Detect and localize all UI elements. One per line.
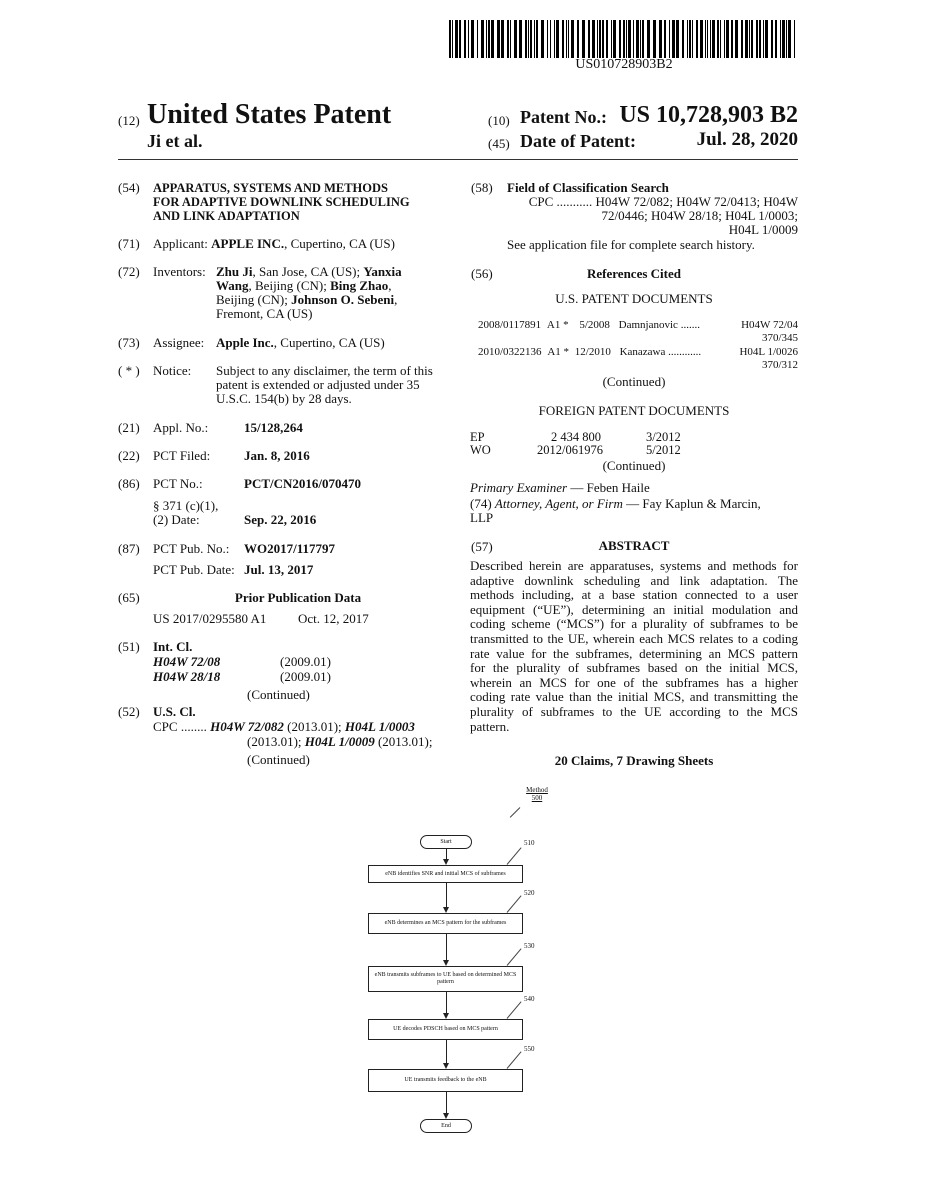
notice-line: patent is extended or adjusted under 35	[216, 377, 420, 392]
ref-kind: A1 *	[547, 346, 570, 358]
barcode-bar	[636, 20, 639, 58]
foreign-ref-date: 5/2012	[646, 443, 681, 457]
assignee-location: , Cupertino, CA (US)	[273, 335, 385, 350]
field-51-code: (51)	[118, 639, 140, 654]
us-refs-continued: (Continued)	[602, 374, 666, 389]
step-leader	[507, 1051, 522, 1068]
inventor-name: Johnson O. Sebeni	[291, 292, 395, 307]
barcode-bar	[707, 20, 708, 58]
ref-subclass: 370/312	[761, 359, 798, 371]
applicant-name: APPLE INC.	[211, 236, 285, 251]
foreign-ref-country: EP	[470, 430, 485, 444]
abstract-line: adaptive downlink scheduling and link adaptation. The	[470, 572, 798, 588]
barcode-bar	[501, 20, 504, 58]
field-54-code: (54)	[118, 180, 140, 195]
barcode-bar	[741, 20, 743, 58]
barcode-bar	[519, 20, 522, 58]
barcode-bar	[689, 20, 691, 58]
step-number: 530	[524, 942, 535, 950]
barcode-bar	[640, 20, 641, 58]
flow-step-550: UE transmits feedback to the eNB	[368, 1069, 523, 1092]
pct-pub-date-value: Jul. 13, 2017	[244, 562, 314, 577]
inventors-line	[216, 265, 446, 279]
step-leader	[507, 895, 522, 912]
barcode-bar	[525, 20, 527, 58]
barcode-bar	[611, 20, 612, 58]
invention-title	[153, 181, 443, 223]
barcode-bar	[471, 20, 474, 58]
ref-name: Damnjanovic	[618, 319, 678, 331]
barcode-bar	[599, 20, 601, 58]
applicant-label: Applicant:	[153, 236, 208, 251]
us-cl-date: (2013.01);	[247, 734, 305, 749]
us-cl-cpc-line2	[247, 735, 433, 749]
us-cl-class: H04L 1/0003	[344, 719, 415, 734]
barcode-bar	[582, 20, 585, 58]
barcode-bar	[724, 20, 725, 58]
barcode-bar	[749, 20, 750, 58]
ref-subclass: 370/345	[761, 332, 798, 344]
barcode-bar	[794, 20, 795, 58]
us-cl-cpc-label: CPC ........	[153, 719, 207, 734]
field-of-search-heading: Field of Classification Search	[507, 180, 669, 195]
us-cl-class: H04L 1/0009	[304, 734, 375, 749]
patent-authors: Ji et al.	[147, 131, 203, 151]
barcode-bar	[547, 20, 548, 58]
claims-sheets: 20 Claims, 7 Drawing Sheets	[554, 753, 714, 768]
invention-title-line: FOR ADAPTIVE DOWNLINK SCHEDULING	[153, 195, 410, 209]
barcode-bar	[682, 20, 684, 58]
abstract-text	[470, 559, 798, 734]
barcode-bar	[571, 20, 574, 58]
field-72-code: (72)	[118, 264, 140, 279]
barcode-bar	[597, 20, 598, 58]
barcode-bar	[507, 20, 509, 58]
barcode-bar	[726, 20, 729, 58]
figure-label-method: Method	[526, 786, 548, 794]
foreign-ref-number: 2012/061976	[537, 443, 603, 457]
appl-no-value: 15/128,264	[244, 420, 303, 435]
barcode-bar	[562, 20, 564, 58]
barcode-bar	[528, 20, 529, 58]
barcode-bar	[481, 20, 484, 58]
ref-class: H04W 72/04	[741, 319, 798, 331]
field-86-code: (86)	[118, 476, 140, 491]
barcode-bar	[514, 20, 517, 58]
step-number: 550	[524, 1045, 535, 1053]
barcode-bar	[577, 20, 579, 58]
kind-code-10: (10)	[488, 113, 510, 128]
field-of-search-cpc: 72/0446; H04W 28/18; H04L 1/0003;	[601, 208, 798, 223]
barcode-bar	[765, 20, 768, 58]
barcode-bar	[568, 20, 569, 58]
barcode-bar	[696, 20, 698, 58]
barcode-bar	[751, 20, 753, 58]
ref-date: 12/2010	[574, 346, 611, 358]
barcode-bar	[606, 20, 608, 58]
field-58-code: (58)	[471, 180, 493, 195]
barcode-bar	[780, 20, 781, 58]
us-reference-row	[478, 319, 798, 332]
inventors-line	[216, 279, 446, 293]
attorney-code: (74)	[470, 496, 495, 511]
abstract-line: plurality of subframes to the UE according to the MCS	[470, 703, 798, 719]
applicant-location: , Cupertino, CA (US)	[284, 236, 395, 251]
step-number: 520	[524, 889, 535, 897]
barcode-bar	[700, 20, 703, 58]
int-cl-version: (2009.01)	[280, 669, 331, 684]
barcode-bar	[771, 20, 773, 58]
barcode-bar	[613, 20, 616, 58]
foreign-ref-country: WO	[470, 443, 491, 457]
abstract-line: coding rate value than the initial MCS, and transmitting the	[470, 689, 798, 705]
barcode-bar	[550, 20, 551, 58]
us-cl-cpc	[153, 720, 453, 734]
barcode-bar	[745, 20, 748, 58]
barcode-bar	[468, 20, 469, 58]
notice-code: ( * )	[118, 363, 140, 378]
primary-examiner-label: Primary Examiner	[470, 480, 568, 495]
field-57-code: (57)	[471, 539, 493, 554]
step-number: 540	[524, 995, 535, 1003]
flow-step-530: eNB transmits subframes to UE based on determined MCS pattern	[368, 966, 523, 992]
barcode-bar	[763, 20, 764, 58]
int-cl-heading: Int. Cl.	[153, 639, 193, 654]
barcode-bar	[459, 20, 461, 58]
barcode-number: US010728903B2	[575, 57, 673, 72]
barcode-bar	[510, 20, 511, 58]
abstract-line: transmitted to the UE, wherein each MCS relates to a coding	[470, 630, 798, 646]
barcode-bar	[756, 20, 758, 58]
abstract-line: methods including, at a base station connected to a user	[470, 587, 798, 603]
barcode-bar	[626, 20, 627, 58]
prior-pub-number: US 2017/0295580 A1	[153, 611, 267, 626]
inventors-line	[216, 293, 446, 307]
inventor-location: ,	[394, 292, 398, 307]
flow-step-540: UE decodes PDSCH based on MCS pattern	[368, 1019, 523, 1040]
figure-label	[522, 786, 552, 802]
field-22-code: (22)	[118, 448, 140, 463]
int-cl-class: H04W 28/18	[153, 669, 221, 684]
abstract-line: Described herein are apparatuses, systems and methods for	[470, 558, 798, 573]
abstract-line: pattern.	[470, 718, 510, 734]
inventor-location: , Beijing (CN);	[248, 278, 331, 293]
invention-title-line: AND LINK ADAPTATION	[153, 209, 300, 223]
barcode-bar	[669, 20, 670, 58]
kind-code-12: (12)	[118, 113, 140, 128]
ref-class: H04L 1/0026	[739, 346, 798, 358]
appl-no-label: Appl. No.:	[153, 420, 209, 435]
pct-pub-date-label: PCT Pub. Date:	[153, 562, 235, 577]
flow-step-510: eNB identifies SNR and initial MCS of subframes	[368, 865, 523, 883]
step-leader	[507, 948, 522, 965]
barcode-bar	[775, 20, 777, 58]
pct-no-label: PCT No.:	[153, 476, 203, 491]
barcode-bar	[788, 20, 791, 58]
barcode-bar	[556, 20, 559, 58]
us-cl-continued: (Continued)	[247, 752, 310, 767]
barcode-bar	[497, 20, 500, 58]
barcode-bar	[659, 20, 662, 58]
foreign-ref-date: 3/2012	[646, 430, 681, 444]
barcode-bar	[554, 20, 555, 58]
inventors-label: Inventors:	[153, 264, 206, 279]
barcode-bar	[731, 20, 733, 58]
barcode-bar	[530, 20, 532, 58]
foreign-ref-number: 2 434 800	[551, 430, 601, 444]
primary-examiner	[470, 481, 650, 495]
ref-date: 5/2008	[579, 319, 610, 331]
search-history-note: See application file for complete search history.	[507, 237, 755, 252]
references-heading: References Cited	[587, 266, 681, 281]
us-cl-date: (2013.01);	[283, 719, 345, 734]
field-65-code: (65)	[118, 590, 140, 605]
us-cl-heading: U.S. Cl.	[153, 704, 196, 719]
inventors-line	[216, 307, 446, 321]
invention-title-line: APPARATUS, SYSTEMS AND METHODS	[153, 181, 388, 195]
barcode-bar	[786, 20, 787, 58]
int-cl-version: (2009.01)	[280, 654, 331, 669]
inventor-location: ,	[388, 278, 392, 293]
barcode-bar	[717, 20, 719, 58]
assignee-name: Apple Inc.	[216, 335, 274, 350]
barcode-bar	[705, 20, 706, 58]
barcode-bar	[566, 20, 567, 58]
date-of-patent: Jul. 28, 2020	[696, 129, 798, 150]
barcode-bar	[628, 20, 631, 58]
ref-number: 2008/0117891	[478, 319, 542, 331]
barcode-bar	[486, 20, 487, 58]
step-number: 510	[524, 839, 535, 847]
barcode-bar	[664, 20, 666, 58]
barcode-bar	[592, 20, 595, 58]
section-371-date-label: (2) Date:	[153, 512, 200, 527]
inventors-list	[216, 265, 446, 321]
barcode-bar	[633, 20, 634, 58]
date-of-patent-label: Date of Patent:	[520, 131, 636, 151]
abstract-line: rate value for the subframes, determining an MCS pattern	[470, 645, 798, 661]
inventor-name: Yanxia	[363, 264, 402, 279]
field-52-code: (52)	[118, 704, 140, 719]
ref-name: Kanazawa	[619, 346, 666, 358]
barcode-bar	[712, 20, 715, 58]
notice-line: Subject to any disclaimer, the term of this	[216, 363, 433, 378]
barcode-bar	[735, 20, 738, 58]
abstract-heading: ABSTRACT	[598, 538, 670, 553]
barcode-bar	[759, 20, 761, 58]
kind-code-45: (45)	[488, 136, 510, 151]
flow-step-520: eNB determines an MCS pattern for the subframes	[368, 913, 523, 934]
barcode-bar	[491, 20, 494, 58]
us-reference-row	[478, 346, 798, 359]
primary-examiner-name: — Feben Haile	[567, 480, 650, 495]
barcode-bar	[647, 20, 650, 58]
step-leader	[507, 1001, 522, 1018]
barcode-bar	[602, 20, 604, 58]
pct-filed-label: PCT Filed:	[153, 448, 211, 463]
inventor-location: , San Jose, CA (US);	[252, 264, 364, 279]
barcode-bar	[536, 20, 538, 58]
attorney	[470, 497, 761, 511]
field-of-search-cpc: H04L 1/0009	[728, 222, 798, 237]
inventor-location: Beijing (CN);	[216, 292, 292, 307]
flow-end-terminal: End	[420, 1119, 472, 1133]
int-cl-continued: (Continued)	[247, 687, 310, 702]
barcode-bar	[653, 20, 656, 58]
abstract-line: wherein an MCS for one of the subframes has a higher	[470, 674, 798, 690]
ref-number: 2010/0322136	[478, 346, 542, 358]
abstract-line: equipment (“UE”), determining an initial modulation and	[470, 601, 798, 617]
barcode-bar	[541, 20, 544, 58]
barcode-bar	[672, 20, 675, 58]
barcode-bar	[710, 20, 711, 58]
barcode-bar	[619, 20, 621, 58]
patent-no-label: Patent No.:	[520, 107, 607, 127]
assignee	[153, 336, 443, 350]
foreign-docs-heading: FOREIGN PATENT DOCUMENTS	[538, 403, 730, 418]
header-rule	[118, 159, 798, 160]
ref-dots: .......	[680, 319, 700, 331]
inventor-name: Zhu Ji	[216, 264, 253, 279]
attorney-name: — Fay Kaplun & Marcin,	[622, 496, 761, 511]
barcode-bar	[720, 20, 721, 58]
barcode-bar	[449, 20, 451, 58]
pct-filed-value: Jan. 8, 2016	[244, 448, 310, 463]
barcode-bar	[676, 20, 679, 58]
barcode-bar	[623, 20, 625, 58]
inventor-name: Bing Zhao	[330, 278, 389, 293]
inventor-location: Fremont, CA (US)	[216, 306, 313, 321]
field-73-code: (73)	[118, 335, 140, 350]
prior-pub-heading: Prior Publication Data	[234, 590, 362, 605]
notice-text	[216, 364, 446, 406]
notice-label: Notice:	[153, 363, 192, 378]
us-cl-date: (2013.01);	[374, 734, 433, 749]
foreign-refs-continued: (Continued)	[602, 458, 666, 473]
barcode-bar	[687, 20, 688, 58]
inventor-name: Wang	[216, 278, 249, 293]
barcode-bar	[488, 20, 490, 58]
us-cl-class: H04W 72/082	[210, 719, 284, 734]
flow-start-terminal: Start	[420, 835, 472, 849]
assignee-label: Assignee:	[153, 335, 205, 350]
pct-no-value: PCT/CN2016/070470	[244, 476, 361, 491]
barcode-bar	[464, 20, 466, 58]
patent-number: US 10,728,903 B2	[619, 102, 798, 128]
barcode-bar	[692, 20, 693, 58]
step-leader	[507, 847, 522, 864]
abstract-line: for the plurality of subframes based on the initial MCS,	[470, 660, 798, 676]
patent-type-title: United States Patent	[147, 99, 392, 130]
field-21-code: (21)	[118, 420, 140, 435]
barcode-bar	[588, 20, 590, 58]
figure-label-leader	[510, 807, 521, 818]
barcode-bar	[455, 20, 458, 58]
abstract-line: coding scheme (“MCS”) for a plurality of subframes to be	[470, 616, 798, 632]
int-cl-class: H04W 72/08	[153, 654, 221, 669]
prior-pub-date: Oct. 12, 2017	[298, 611, 369, 626]
barcode-bar	[534, 20, 535, 58]
barcode-bar	[642, 20, 644, 58]
barcode-bar	[782, 20, 785, 58]
attorney-name-line2: LLP	[470, 510, 494, 525]
barcode-bar	[477, 20, 478, 58]
field-56-code: (56)	[471, 266, 493, 281]
section-371-date: Sep. 22, 2016	[244, 512, 317, 527]
field-of-search-cpc: CPC ........... H04W 72/082; H04W 72/0413; H04W	[528, 194, 798, 209]
ref-kind: A1 *	[546, 319, 569, 331]
barcode-bar	[452, 20, 453, 58]
field-71-code: (71)	[118, 236, 140, 251]
field-87-code: (87)	[118, 541, 140, 556]
us-patent-docs-heading: U.S. PATENT DOCUMENTS	[555, 291, 713, 306]
pct-pub-no-label: PCT Pub. No.:	[153, 541, 230, 556]
ref-dots: ............	[668, 346, 702, 358]
attorney-label: Attorney, Agent, or Firm	[494, 496, 623, 511]
section-371-label: § 371 (c)(1),	[153, 498, 219, 513]
notice-line: U.S.C. 154(b) by 28 days.	[216, 391, 352, 406]
figure-label-number: 500	[531, 794, 543, 802]
applicant	[153, 237, 443, 251]
pct-pub-no-value: WO2017/117797	[244, 541, 336, 556]
